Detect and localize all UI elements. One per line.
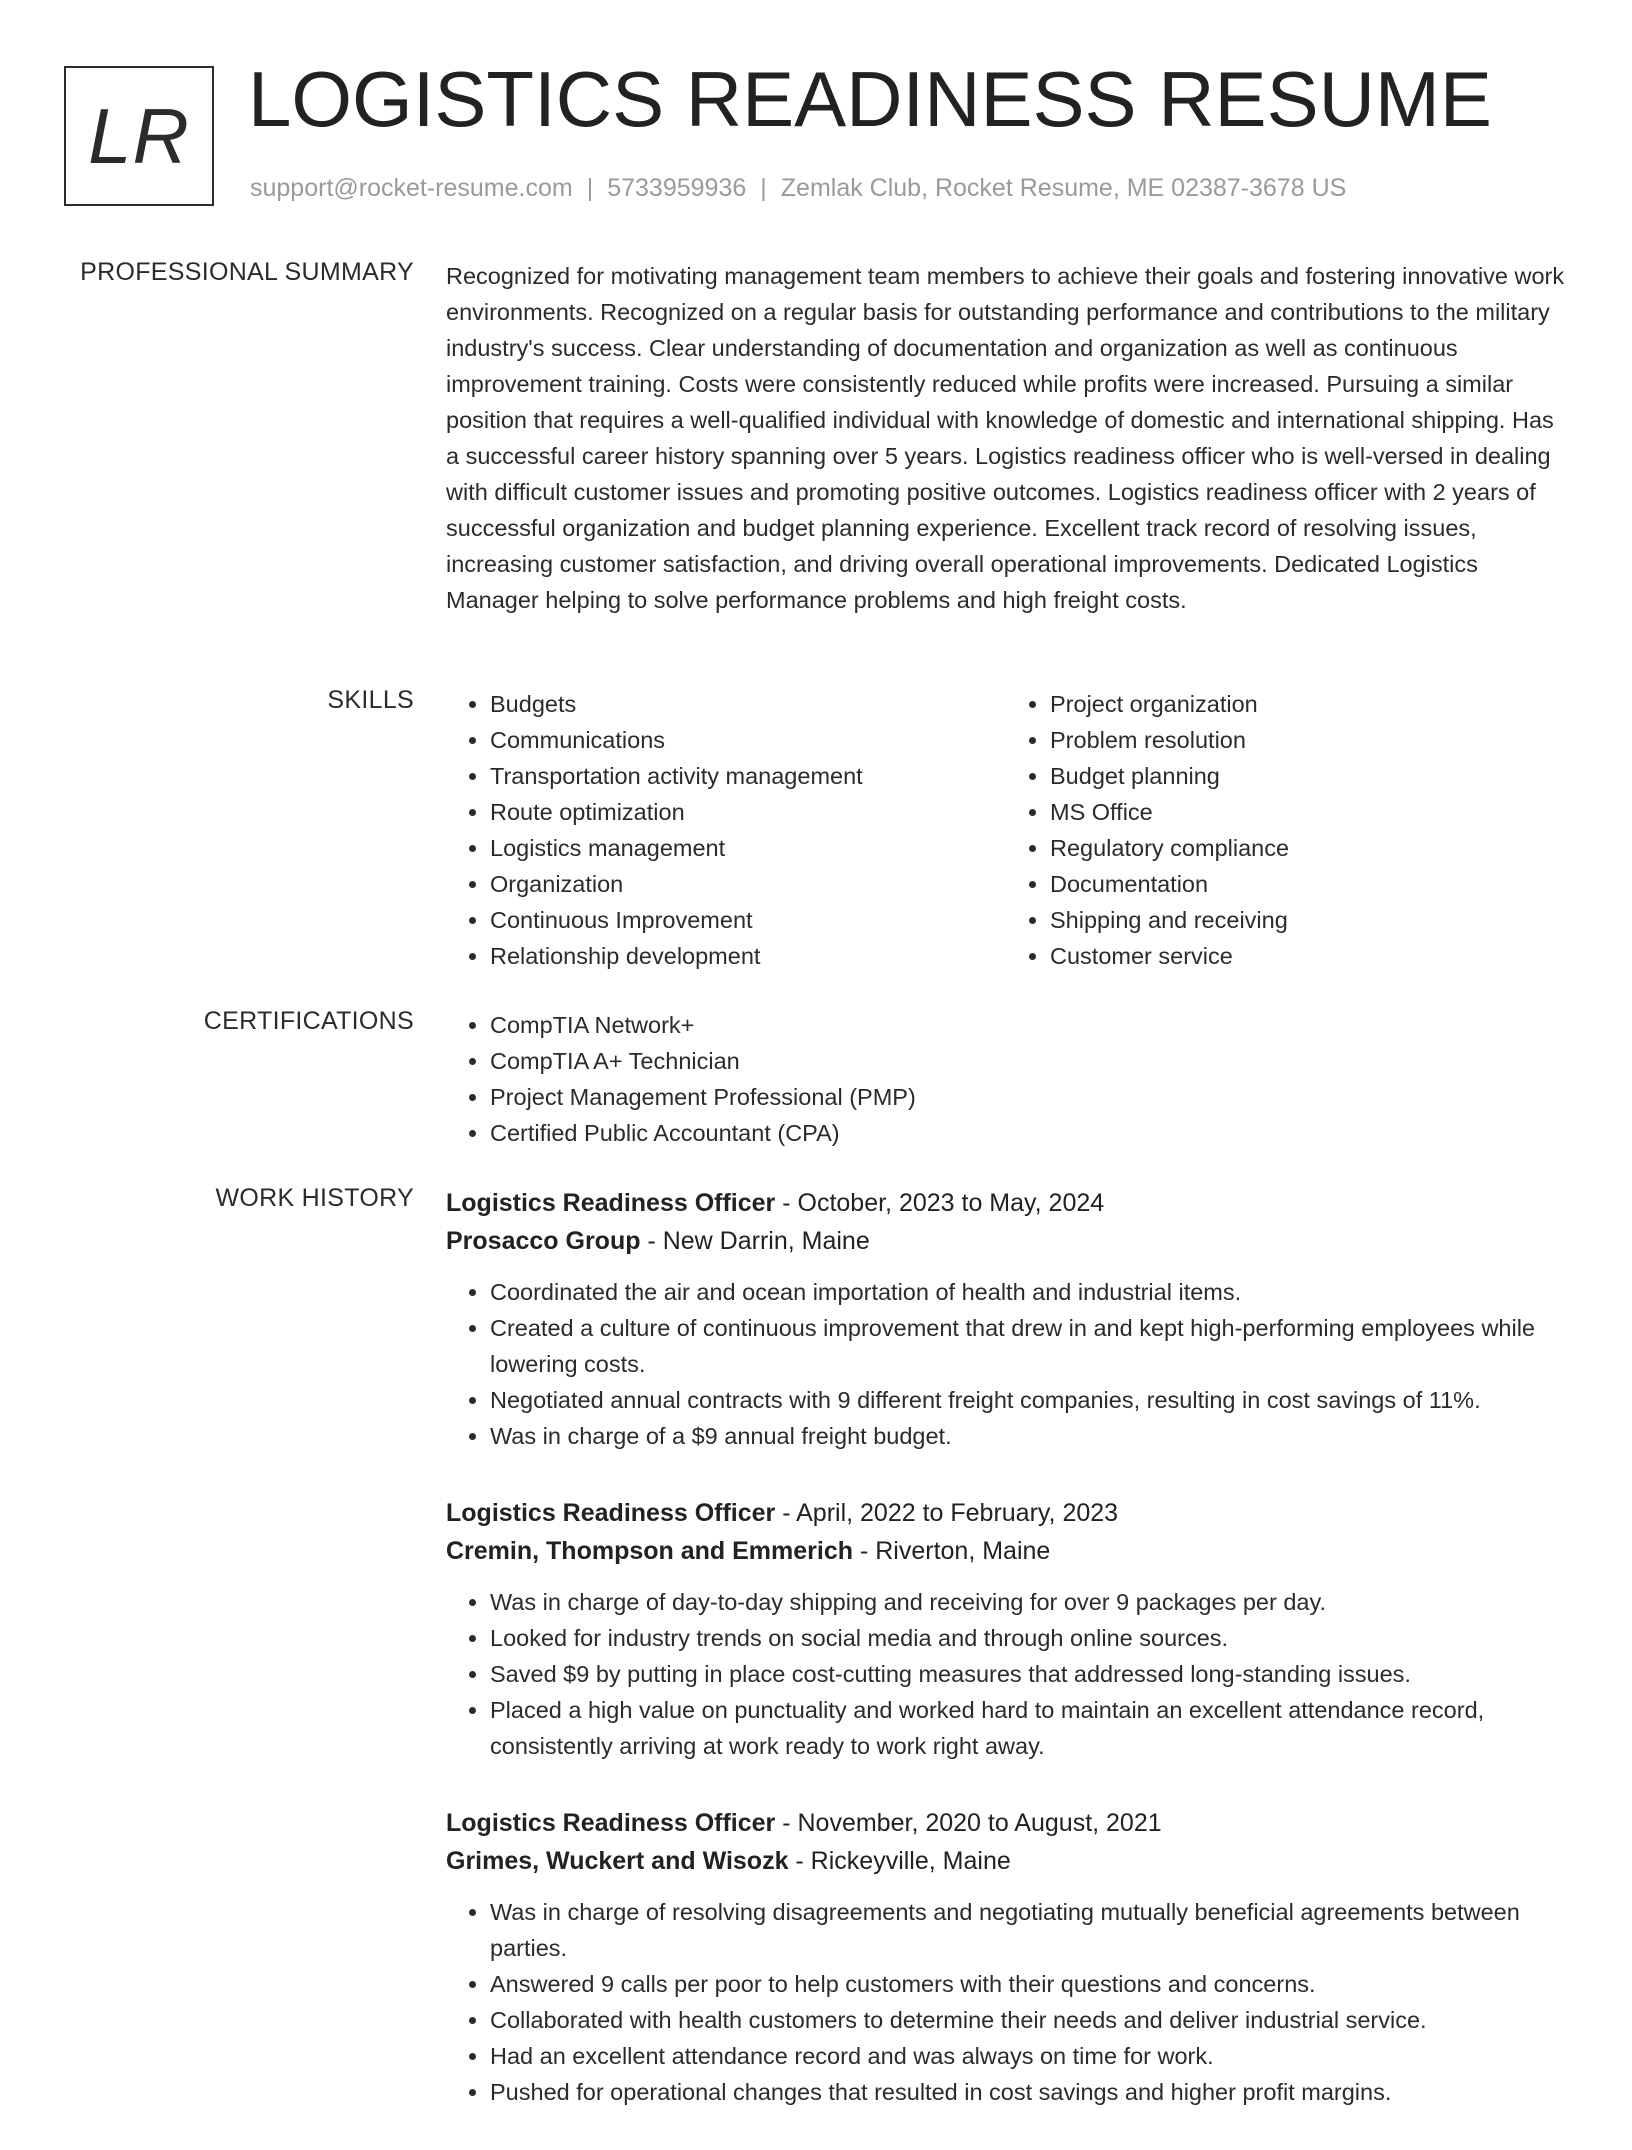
- section-label: WORK HISTORY: [215, 1184, 414, 1212]
- job-bullet: • Negotiated annual contracts with 9 different freight companies, resulting in cost savings of 11%.: [490, 1382, 1566, 1418]
- skill-item: • Transportation activity management: [490, 758, 1006, 794]
- job-location: - New Darrin, Maine: [640, 1227, 870, 1255]
- contact-separator: |: [586, 174, 594, 202]
- job-entry: [446, 1184, 1566, 1454]
- skill-item: • Logistics management: [490, 830, 1006, 866]
- job-bullet: • Was in charge of a $9 annual freight budget.: [490, 1418, 1566, 1454]
- contact-address: Zemlak Club, Rocket Resume, ME 02387-3678 US: [780, 174, 1347, 202]
- skill-item: • Budget planning: [1050, 758, 1566, 794]
- job-bullet: • Created a culture of continuous improvement that drew in and kept high-performing employees while lowering costs.: [490, 1310, 1566, 1382]
- skill-item: • Continuous Improvement: [490, 902, 1006, 938]
- skills-body: [446, 686, 1566, 974]
- skill-item: • Communications: [490, 722, 1006, 758]
- monogram-logo: LR: [64, 66, 214, 206]
- job-bullet: • Placed a high value on punctuality and worked hard to maintain an excellent attendance record, consistently arriving at work ready to work right away.: [490, 1692, 1566, 1764]
- skill-item: • Project organization: [1050, 686, 1566, 722]
- contact-phone: 5733959936: [607, 174, 747, 202]
- skills-columns: [446, 686, 1566, 974]
- skill-item: • Customer service: [1050, 938, 1566, 974]
- resume-title: LOGISTICS READINESS RESUME: [248, 55, 1492, 143]
- skill-item: • Organization: [490, 866, 1006, 902]
- job-dates: - October, 2023 to May, 2024: [775, 1189, 1105, 1217]
- skill-item: • Budgets: [490, 686, 1006, 722]
- skill-item: • Shipping and receiving: [1050, 902, 1566, 938]
- job-company: Cremin, Thompson and Emmerich: [446, 1537, 854, 1565]
- certification-item: • Certified Public Accountant (CPA): [490, 1115, 1566, 1151]
- section-label: CERTIFICATIONS: [203, 1007, 414, 1035]
- skills-list-left: [446, 686, 1006, 974]
- job-title: Logistics Readiness Officer: [446, 1189, 776, 1217]
- job-title-line: [446, 1494, 1566, 1532]
- job-bullet: • Was in charge of resolving disagreements and negotiating mutually beneficial agreements between parties.: [490, 1894, 1566, 1966]
- job-bullet: • Had an excellent attendance record and was always on time for work.: [490, 2038, 1566, 2074]
- skill-item: • Regulatory compliance: [1050, 830, 1566, 866]
- job-bullet: • Collaborated with health customers to determine their needs and deliver industrial service.: [490, 2002, 1566, 2038]
- certifications-body: [446, 1007, 1566, 1151]
- job-title-line: [446, 1804, 1566, 1842]
- skill-item: • Problem resolution: [1050, 722, 1566, 758]
- contact-email: support@rocket-resume.com: [250, 174, 573, 202]
- job-entry: [446, 1804, 1566, 2110]
- job-bullet: • Was in charge of day-to-day shipping and receiving for over 9 packages per day.: [490, 1584, 1566, 1620]
- job-entry: [446, 1494, 1566, 1764]
- section-label: PROFESSIONAL SUMMARY: [80, 258, 414, 286]
- job-company-line: [446, 1222, 1566, 1260]
- certification-item: • Project Management Professional (PMP): [490, 1079, 1566, 1115]
- skill-item: • Documentation: [1050, 866, 1566, 902]
- job-company: Prosacco Group: [446, 1227, 641, 1255]
- job-bullet: • Answered 9 calls per poor to help customers with their questions and concerns.: [490, 1966, 1566, 2002]
- contact-line: [250, 174, 1346, 203]
- summary-text: Recognized for motivating management team members to achieve their goals and fostering innovative work environments. Recognized on a regular basis for outstanding performance and contributions to the military industry's success. Clear understanding of documentation and organization as well as continuous improvement training. Costs were consistently reduced while profits were increased. Pursuing a similar position that requires a well-qualified individual with knowledge of domestic and international shipping. Has a successful career history spanning over 5 years. Logistics readiness officer who is well-versed in dealing with difficult customer issues and promoting positive outcomes. Logistics readiness officer with 2 years of successful organization and budget planning experience. Excellent track record of resolving issues, increasing customer satisfaction, and driving overall operational improvements. Dedicated Logistics Manager helping to solve performance problems and high freight costs.: [446, 263, 1565, 613]
- job-title: Logistics Readiness Officer: [446, 1499, 776, 1527]
- job-bullets: [446, 1584, 1566, 1764]
- summary-body: [446, 258, 1566, 618]
- certification-item: • CompTIA Network+: [490, 1007, 1566, 1043]
- work-history-body: [446, 1184, 1566, 2150]
- certification-item: • CompTIA A+ Technician: [490, 1043, 1566, 1079]
- job-title: Logistics Readiness Officer: [446, 1809, 776, 1837]
- job-dates: - April, 2022 to February, 2023: [775, 1499, 1119, 1527]
- job-bullet: • Saved $9 by putting in place cost-cutting measures that addressed long-standing issues.: [490, 1656, 1566, 1692]
- skill-item: • MS Office: [1050, 794, 1566, 830]
- section-label: SKILLS: [327, 686, 414, 714]
- certifications-list: [446, 1007, 1566, 1151]
- job-company: Grimes, Wuckert and Wisozk: [446, 1847, 789, 1875]
- contact-separator: |: [760, 174, 767, 202]
- job-location: - Rickeyville, Maine: [788, 1847, 1011, 1875]
- job-location: - Riverton, Maine: [853, 1537, 1051, 1565]
- job-bullets: [446, 1274, 1566, 1454]
- skills-list-right: [1006, 686, 1566, 974]
- job-company-line: [446, 1532, 1566, 1570]
- job-bullet: • Coordinated the air and ocean importation of health and industrial items.: [490, 1274, 1566, 1310]
- job-company-line: [446, 1842, 1566, 1880]
- job-bullets: [446, 1894, 1566, 2110]
- job-bullet: • Pushed for operational changes that resulted in cost savings and higher profit margins.: [490, 2074, 1566, 2110]
- job-title-line: [446, 1184, 1566, 1222]
- skill-item: • Relationship development: [490, 938, 1006, 974]
- skill-item: • Route optimization: [490, 794, 1006, 830]
- job-bullet: • Looked for industry trends on social media and through online sources.: [490, 1620, 1566, 1656]
- job-dates: - November, 2020 to August, 2021: [775, 1809, 1162, 1837]
